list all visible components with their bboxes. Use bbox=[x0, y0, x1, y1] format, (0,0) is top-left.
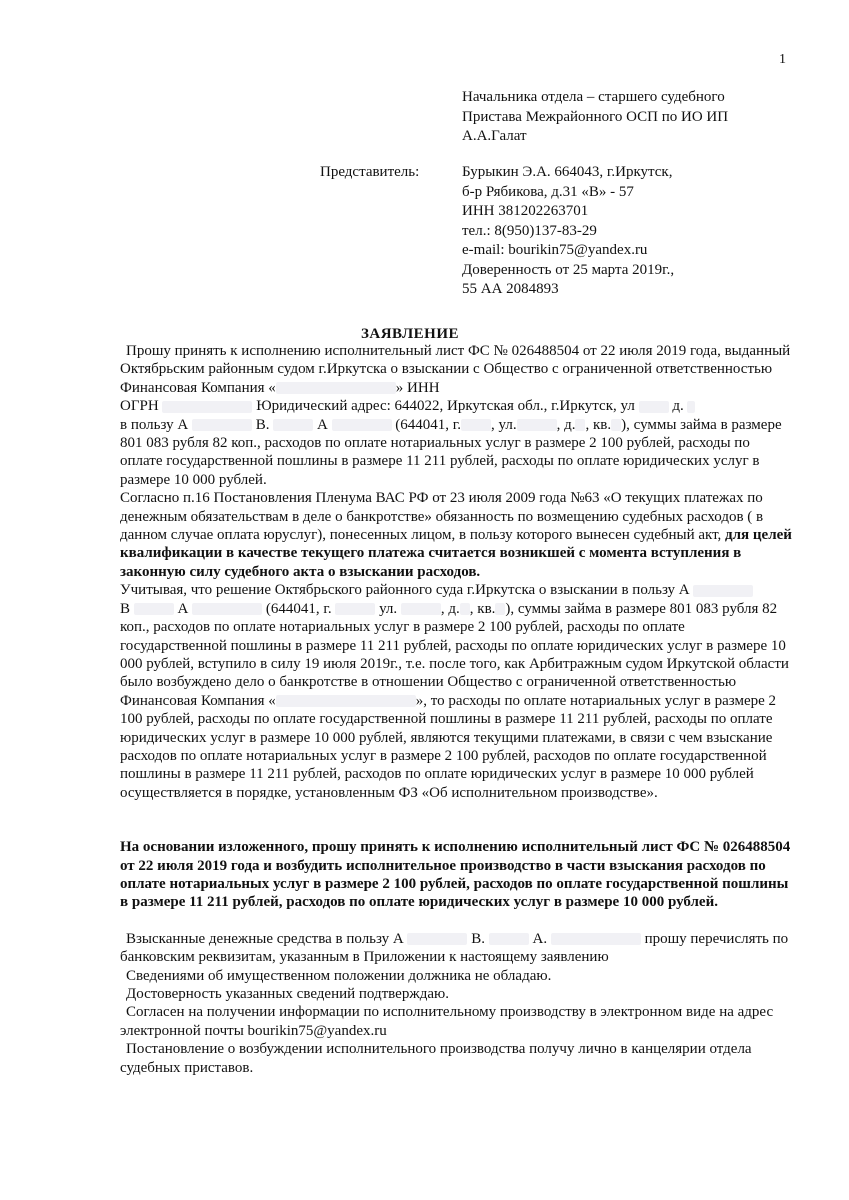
addressee-block bbox=[462, 88, 782, 147]
representative-block bbox=[462, 163, 792, 300]
redaction bbox=[162, 401, 252, 413]
redaction bbox=[273, 419, 313, 431]
representative-line: ИНН 381202263701 bbox=[462, 203, 589, 219]
addressee-line: А.А.Галат bbox=[462, 128, 527, 144]
paragraph-plenum: Согласно п.16 Постановления Пленума ВАС РФ от 23 июля 2009 года №63 «О текущих платежах по денежным обязательствам в деле о банкротстве» обязанность по возмещению судебных расходов ( в данном случае оплата юруслуг), понесенных лицом, в пользу которого вынесен судебный акт, для целей квалификации в качестве текущего платежа считается возникшей с момента вступления в законную силу судебного акта о взыскании расходов. bbox=[120, 490, 792, 580]
paragraph-considering: Учитывая, что решение Октябрьского районного суда г.Иркутска о взыскании в пользу А В А (644041, г. ул. , д. , кв. ), суммы займа в размере 801 083 рубля 82 коп., расходов по оплате нотариальных услуг в размере 2 100 рублей, расходы по оплате государственной пошлины в размере 11 211 рублей, расходы по оплате юридических услуг в размере 10 000 рублей, вступило в силу 19 июля 2019г., т.е. после того, как Арбитражным судом Иркутской области было возбуждено дело о банкротстве в отношении Общество с ограниченной ответственностью Финансовая Компания « », то расходы по оплате нотариальных услуг в размере 2 100 рублей, расходы по оплате государственной пошлины в размере 11 211 рублей, расходы по оплате юридических услуг в размере 10 000 рублей, являются текущими платежами, в связи с чем взыскание расходов по оплате нотариальных услуг в размере 2 100 рублей, расходов по оплате государственной пошлины в размере 11 211 рублей, расходов по оплате юридических услуг в размере 10 000 рублей осуществляется в порядке, установленным ФЗ «Об исполнительном производстве». bbox=[120, 582, 789, 801]
redaction bbox=[276, 695, 416, 707]
paragraph-request-conclusion: На основании изложенного, прошу принять к исполнению исполнительный лист ФС № 026488504 от 22 июля 2019 года и возбудить исполнительное производство в части взыскания расходов по оплате нотариальных услуг в размере 2 100 рублей, расходов по оплате государственной пошлины в размере 11 211 рублей, расходов по оплате юридических услуг в размере 10 000 рублей. bbox=[120, 839, 791, 911]
redaction bbox=[687, 401, 695, 413]
paragraph-resolution: Постановление о возбуждении исполнительного производства получу лично в канцелярии отдела судебных приставов. bbox=[120, 1041, 752, 1076]
redaction bbox=[551, 933, 641, 945]
paragraph-payment: Взысканные денежные средства в пользу А В. А. прошу перечислять по банковским реквизитам, указанным в Приложении к настоящему заявлению bbox=[120, 930, 789, 966]
redaction bbox=[134, 603, 174, 615]
representative-line: Доверенность от 25 марта 2019г., bbox=[462, 261, 675, 278]
redaction bbox=[489, 933, 529, 945]
redaction bbox=[335, 603, 375, 615]
representative-line: б-р Рябикова, д.31 «В» - 57 bbox=[462, 183, 634, 200]
redaction bbox=[407, 933, 467, 945]
redaction bbox=[639, 401, 669, 413]
page-number: 1 bbox=[779, 52, 786, 67]
representative-line: тел.: 8(950)137-83-29 bbox=[462, 222, 597, 239]
paragraph-reliability: Достоверность указанных сведений подтверждаю. bbox=[126, 986, 449, 1002]
paragraph-property: Сведениями об имущественном положении должника не обладаю. bbox=[126, 967, 552, 984]
representative-line: Бурыкин Э.А. 664043, г.Иркутск, bbox=[462, 164, 673, 180]
document-body bbox=[120, 342, 792, 1077]
redaction bbox=[192, 419, 252, 431]
redaction bbox=[460, 603, 470, 615]
paragraph-request: Прошу принять к исполнению исполнительный лист ФС № 026488504 от 22 июля 2019 года, выданный Октябрьским районным судом г.Иркутска о взыскании с Общество с ограниченной ответственностью Финансовая Компания « » ИНН ОГРН Юридический адрес: 644022, Иркутская обл., г.Иркутск, ул д. в пользу А В. А (644041, г. , ул. , д. , кв. ), суммы займа в размере 801 083 рубля 82 коп., расходов по оплате нотариальных услуг в размере 2 100 рублей, расходы по оплате государственной пошлины в размере 11 211 рублей, расходы по оплате юридических услуг в размере 10 000 рублей. bbox=[120, 343, 791, 488]
redaction bbox=[276, 382, 396, 394]
representative-label: Представитель: bbox=[320, 164, 420, 180]
redaction bbox=[495, 603, 505, 615]
redaction bbox=[401, 603, 441, 615]
redaction bbox=[693, 585, 753, 597]
addressee-line: Начальника отдела – старшего судебного bbox=[462, 89, 725, 105]
redaction bbox=[192, 603, 262, 615]
redaction bbox=[332, 419, 392, 431]
redaction bbox=[517, 419, 557, 431]
redaction bbox=[611, 419, 621, 431]
redaction bbox=[461, 419, 491, 431]
document-title: ЗАЯВЛЕНИЕ bbox=[360, 326, 460, 342]
redaction bbox=[575, 419, 585, 431]
representative-line: 55 АА 2084893 bbox=[462, 281, 559, 297]
representative-email: e-mail: bourikin75@yandex.ru bbox=[462, 242, 648, 258]
paragraph-electronic-consent: Согласен на получении информации по исполнительному производству в электронном виде на адрес электронной почты bourikin75@yandex.ru bbox=[120, 1004, 774, 1039]
addressee-line: Пристава Межрайонного ОСП по ИО ИП bbox=[462, 108, 729, 125]
